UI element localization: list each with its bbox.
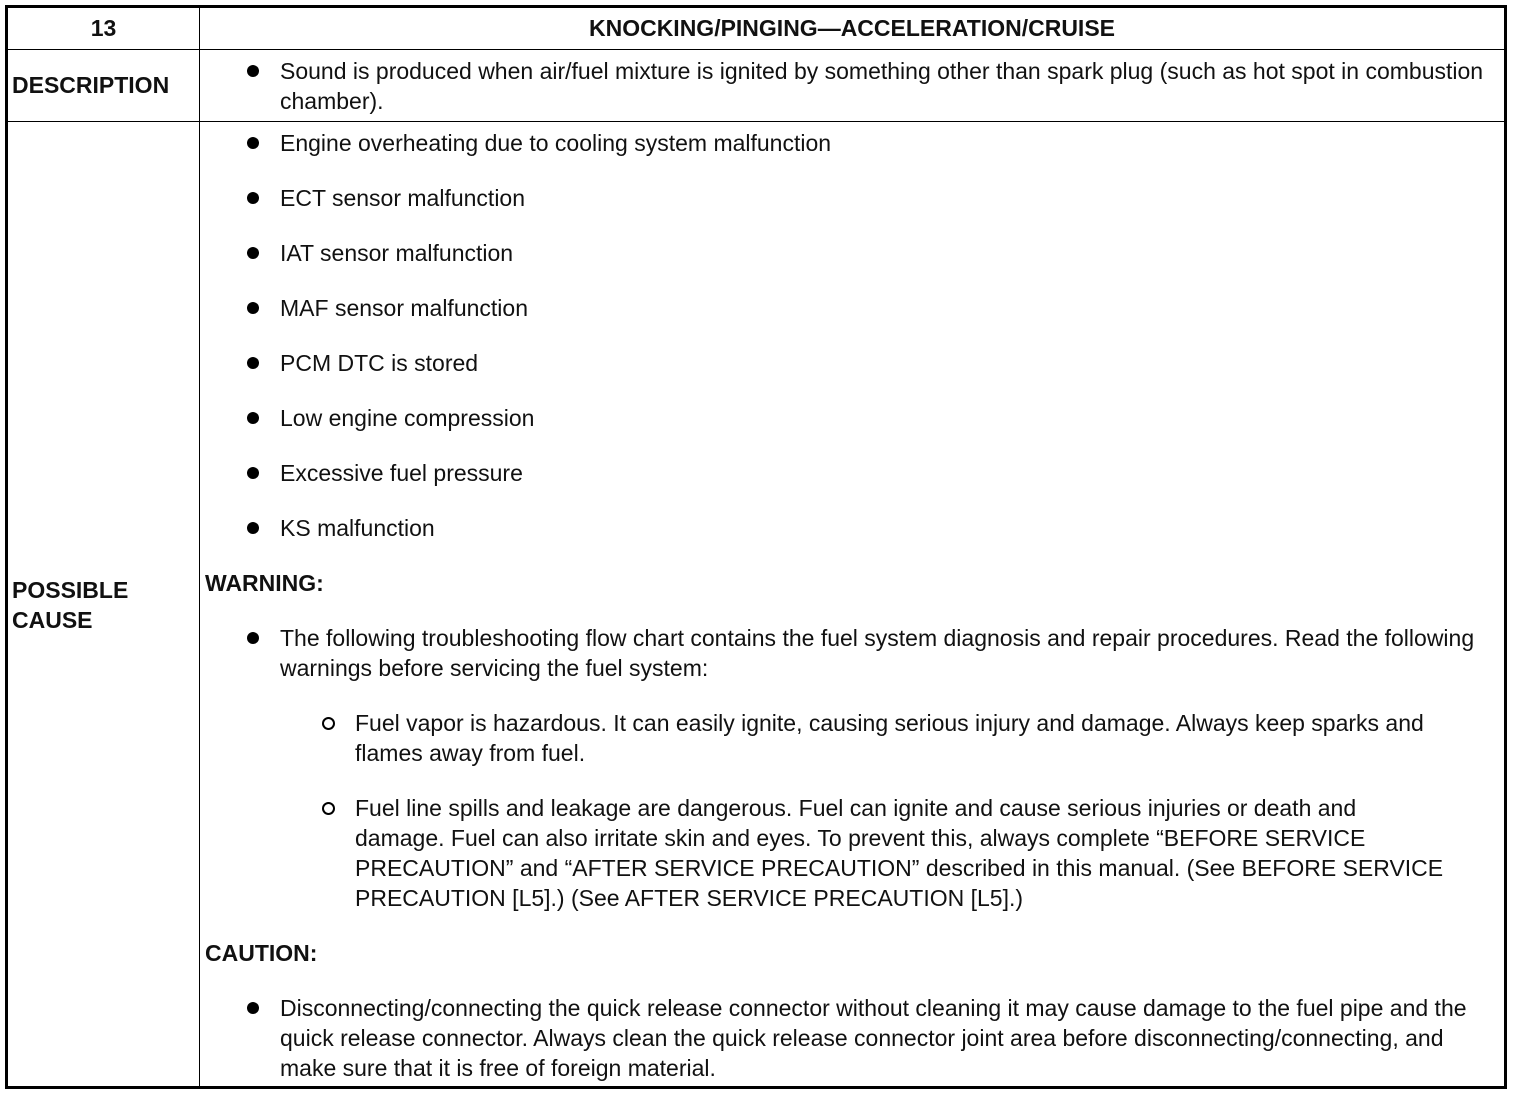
cause-item	[280, 128, 1484, 158]
bullet-icon	[247, 65, 259, 77]
cause-item	[280, 293, 1484, 323]
bullet-icon	[247, 302, 259, 314]
warning-item	[280, 623, 1484, 683]
warning-text: The following troubleshooting flow chart contains the fuel system diagnosis and repair procedures. Read the following warnings before servicing the fuel system:	[280, 625, 1475, 681]
troubleshooting-table	[5, 5, 1507, 1089]
bullet-icon	[247, 137, 259, 149]
cause-item	[280, 403, 1484, 433]
caution-item	[280, 993, 1484, 1083]
row-divider	[8, 49, 1504, 50]
caution-text: Disconnecting/connecting the quick release connector without cleaning it may cause damage to the fuel pipe and the quick release connector. Always clean the quick release connector joint area before disconnecting/connecting, and make sure that it is free of foreign material.	[280, 995, 1467, 1081]
description-text: Sound is produced when air/fuel mixture is ignited by something other than spark plug (such as hot spot in combustion chamber).	[280, 58, 1484, 114]
cause-item	[280, 238, 1484, 268]
cause-item	[280, 183, 1484, 213]
cause-text: Low engine compression	[280, 405, 535, 431]
cause-text: Excessive fuel pressure	[280, 460, 523, 486]
bullet-icon	[247, 247, 259, 259]
step-number: 13	[90, 15, 117, 41]
cause-item	[280, 458, 1484, 488]
row-divider	[8, 121, 1504, 122]
warning-heading: WARNING:	[205, 570, 324, 596]
cause-text: ECT sensor malfunction	[280, 185, 526, 211]
bullet-icon	[247, 357, 259, 369]
cause-text: PCM DTC is stored	[280, 350, 479, 376]
cause-text: Engine overheating due to cooling system malfunction	[280, 130, 832, 156]
cause-item	[280, 348, 1484, 378]
description-item	[280, 56, 1484, 116]
cause-text: IAT sensor malfunction	[280, 240, 514, 266]
hollow-bullet-icon	[322, 717, 335, 730]
warning-subitem-text: Fuel line spills and leakage are dangerous. Fuel can ignite and cause serious injuries or death and damage. Fuel can also irritate skin and eyes. To prevent this, always complete “BEFORE SERVICE PRECAUTION” and “AFTER SERVICE PRECAUTION” described in this manual. (See BEFORE SERVICE PRECAUTION [L5].) (See AFTER SERVICE PRECAUTION [L5].)	[355, 795, 1444, 911]
bullet-icon	[247, 632, 259, 644]
bullet-icon	[247, 412, 259, 424]
description-label: DESCRIPTION	[12, 72, 170, 98]
bullet-icon	[247, 467, 259, 479]
cause-text: KS malfunction	[280, 515, 435, 541]
bullet-icon	[247, 192, 259, 204]
bullet-icon	[247, 1002, 259, 1014]
bullet-icon	[247, 522, 259, 534]
hollow-bullet-icon	[322, 802, 335, 815]
possible-cause-label: POSSIBLE CAUSE	[12, 577, 129, 633]
cause-text: MAF sensor malfunction	[280, 295, 528, 321]
symptom-title: KNOCKING/PINGING—ACCELERATION/CRUISE	[588, 15, 1116, 41]
warning-subitem-text: Fuel vapor is hazardous. It can easily ignite, causing serious injury and damage. Always keep sparks and flames away from fuel.	[355, 710, 1424, 766]
warning-subitem	[355, 793, 1444, 913]
caution-heading: CAUTION:	[205, 940, 318, 966]
column-divider	[199, 8, 200, 1086]
cause-item	[280, 513, 1484, 543]
warning-subitem	[355, 708, 1444, 768]
